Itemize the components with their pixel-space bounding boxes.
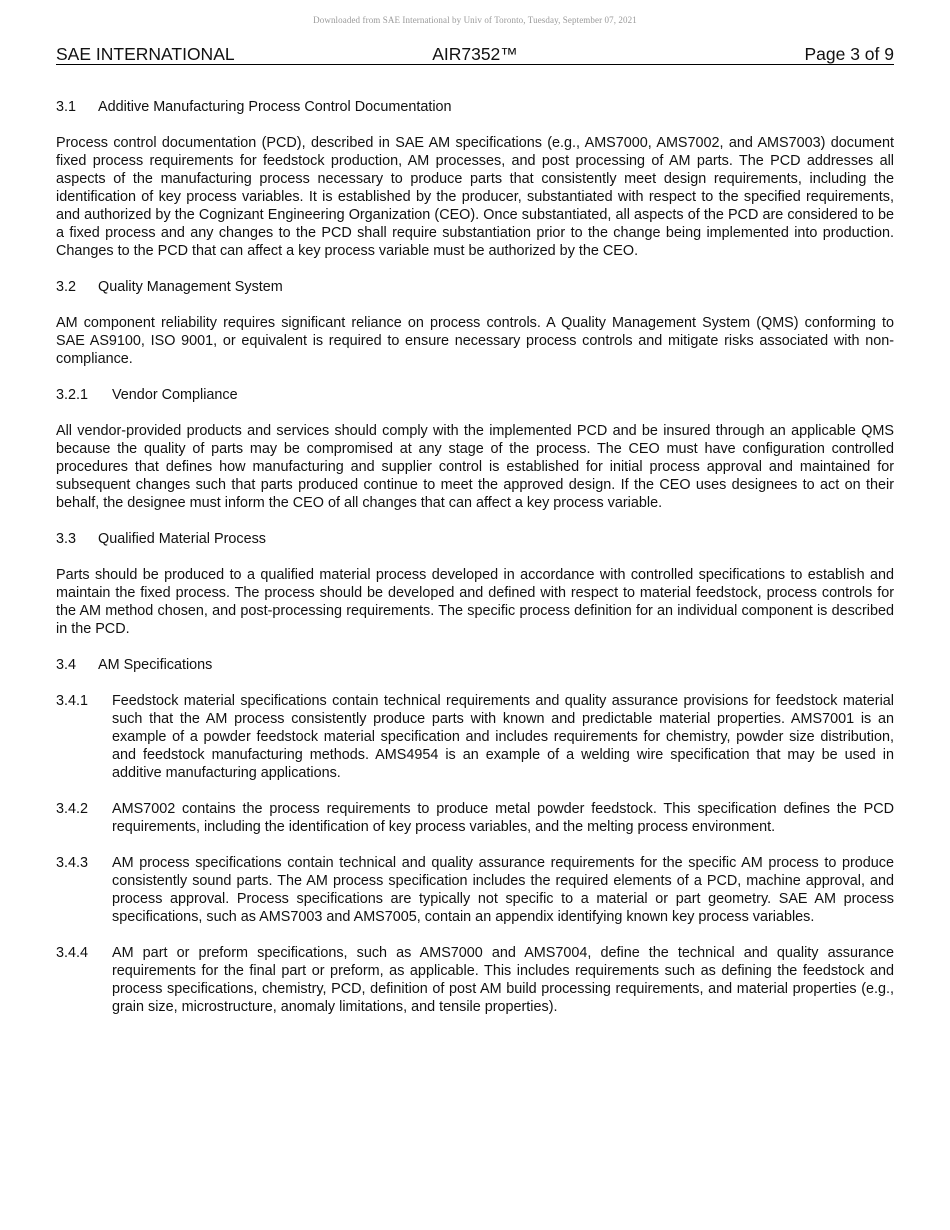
header-page-number: Page 3 of 9	[804, 44, 894, 64]
header-doc-id: AIR7352™	[432, 44, 518, 64]
section-heading-3-2	[56, 278, 894, 296]
item-number: 3.4.1	[56, 693, 89, 709]
section-number: 3.1	[56, 99, 77, 115]
item-text: AMS7002 contains the process requirements to produce metal powder feedstock. This specification defines the PCD requirements, including the identification of key process variables, and the melting process environment.	[112, 801, 894, 835]
download-notice: Downloaded from SAE International by Univ of Toronto, Tuesday, September 07, 2021	[313, 15, 637, 25]
section-title: Qualified Material Process	[98, 531, 266, 547]
section-title: Vendor Compliance	[112, 387, 238, 403]
section-body-3-2-1: All vendor-provided products and services should comply with the implemented PCD and be insured through an applicable QMS because the quality of parts may be compromised at any stage of the process. The CEO must have configuration controlled procedures that defines how manufacturing and supplier control is established for initial process approval and maintained for subsequent changes such that parts produced continue to meet the approved design. If the CEO uses designees to act on their behalf, the designee must inform the CEO of all changes that can affect a key process variable.	[56, 423, 894, 511]
section-body-3-2: AM component reliability requires significant reliance on process controls. A Quality Management System (QMS) conforming to SAE AS9100, ISO 9001, or equivalent is required to ensure necessary process controls and mitigate risks associated with non-compliance.	[56, 315, 894, 367]
header-org: SAE INTERNATIONAL	[56, 44, 235, 64]
item-text: Feedstock material specifications contain technical requirements and quality assurance provisions for feedstock material such that the AM process consistently produce parts with known and predictable material properties. AMS7001 is an example of a powder feedstock material specification and includes requirements for chemistry, powder size distribution, and feedstock manufacturing methods. AMS4954 is an example of a welding wire specification that may be used in additive manufacturing applications.	[112, 693, 894, 781]
section-heading-3-2-1	[56, 386, 894, 404]
list-item-3-4-2	[56, 800, 894, 836]
page-header	[56, 44, 894, 65]
section-number: 3.3	[56, 531, 77, 547]
section-title: Additive Manufacturing Process Control Documentation	[98, 99, 452, 115]
document-body	[56, 98, 894, 1034]
section-title: AM Specifications	[98, 657, 213, 673]
section-title: Quality Management System	[98, 279, 283, 295]
section-number: 3.4	[56, 657, 77, 673]
section-heading-3-1	[56, 98, 894, 116]
item-number: 3.4.3	[56, 855, 89, 871]
item-number: 3.4.4	[56, 945, 89, 961]
section-body-3-1: Process control documentation (PCD), described in SAE AM specifications (e.g., AMS7000, AMS7002, and AMS7003) document fixed process requirements for feedstock production, AM processes, and post processing of AM parts. The PCD addresses all aspects of the manufacturing process necessary to produce parts that consistently meet design requirements, including the identification of key process variables. It is established by the producer, substantiated with respect to the specified requirements, and authorized by the Cognizant Engineering Organization (CEO). Once substantiated, all aspects of the PCD are considered to be a fixed process and any changes to the PCD shall require substantiation prior to the change being implemented into production. Changes to the PCD that can affect a key process variable must be authorized by the CEO.	[56, 135, 894, 259]
item-text: AM process specifications contain technical and quality assurance requirements for the specific AM process to produce consistently sound parts. The AM process specification includes the required elements of a PCD, machine approval, and process approval. Process specifications are typically not specific to a material or part geometry. SAE AM process specifications, such as AMS7003 and AMS7005, contain an appendix identifying known key process variables.	[112, 855, 894, 925]
list-item-3-4-4	[56, 944, 894, 1016]
section-heading-3-4	[56, 656, 894, 674]
item-number: 3.4.2	[56, 801, 89, 817]
section-body-3-3: Parts should be produced to a qualified material process developed in accordance with controlled specifications to establish and maintain the fixed process. The process should be developed and defined with respect to material feedstock, process controls for the AM method chosen, and post-processing requirements. The specific process definition for an individual component is described in the PCD.	[56, 567, 894, 637]
section-number: 3.2	[56, 279, 77, 295]
item-text: AM part or preform specifications, such as AMS7000 and AMS7004, define the technical and quality assurance requirements for the final part or preform, as applicable. This includes requirements such as defining the feedstock and process specifications, chemistry, PCD, definition of post AM build processing requirements, and material properties (e.g., grain size, microstructure, anomaly limitations, and tensile properties).	[112, 945, 894, 1015]
section-number: 3.2.1	[56, 387, 89, 403]
list-item-3-4-3	[56, 854, 894, 926]
section-heading-3-3	[56, 530, 894, 548]
list-item-3-4-1	[56, 692, 894, 782]
